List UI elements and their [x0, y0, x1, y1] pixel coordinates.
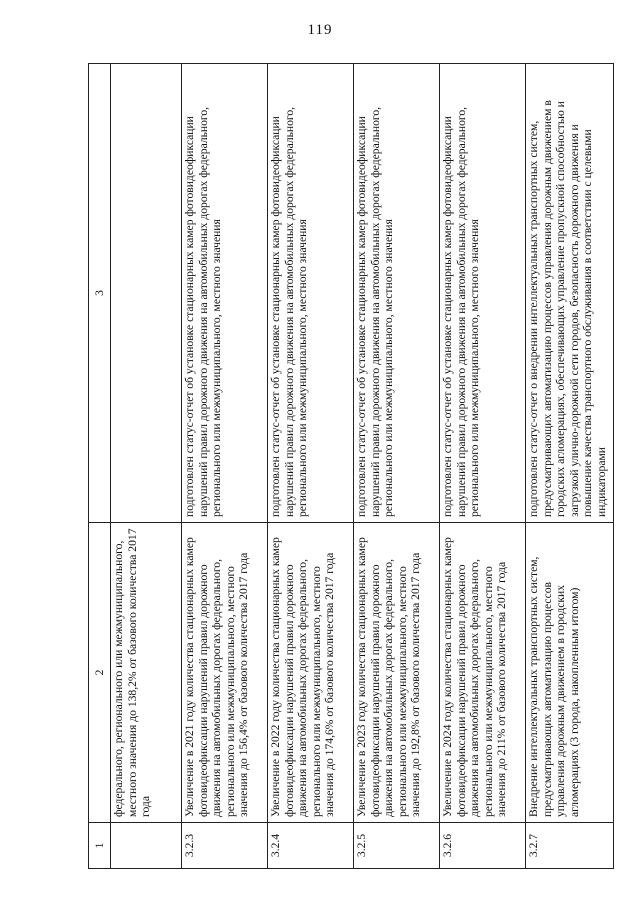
row-result: подготовлен статус-отчет об установке стационарных камер фотовидеофиксации нарушений правил дорожного движения на автомобильных дорогах федерального, регионального или межмуниципального, местного значения [182, 64, 268, 523]
table-row [182, 64, 268, 869]
table-header-row [89, 64, 111, 869]
rotated-table-container [88, 64, 614, 869]
row-result [111, 64, 182, 523]
row-number [111, 823, 182, 869]
row-number: 3.2.6 [440, 823, 526, 869]
row-number: 3.2.5 [354, 823, 440, 869]
row-number: 3.2.3 [182, 823, 268, 869]
row-result: подготовлен статус-отчет о внедрении интеллектуальных транспортных систем, предусматривающих автоматизацию процессов управления дорожным движением в городских агломерациях, обеспечивающих управление пропускной способностью и загрузкой улично-дорожной сети городов, безопасность дорожного движения и повышение качества транспортного обслуживания в соответствии с целевыми индикаторами [526, 64, 614, 523]
header-col-1: 1 [89, 823, 111, 869]
row-description: Увеличение в 2023 году количества стационарных камер фотовидеофиксации нарушений правил дорожного движения на автомобильных дорогах федерального, регионального или межмуниципального, местного значения до 192,8% от базового количества 2017 года [354, 523, 440, 823]
page-number: 119 [307, 22, 333, 38]
table-row [268, 64, 354, 869]
header-col-3: 3 [89, 64, 111, 523]
table-row [111, 64, 182, 869]
header-col-2: 2 [89, 523, 111, 823]
row-result: подготовлен статус-отчет об установке стационарных камер фотовидеофиксации нарушений правил дорожного движения на автомобильных дорогах федерального, регионального или межмуниципального, местного значения [440, 64, 526, 523]
row-description: Увеличение в 2022 году количества стационарных камер фотовидеофиксации нарушений правил дорожного движения на автомобильных дорогах федерального, регионального или межмуниципального, местного значения до 174,6% от базового количества 2017 года [268, 523, 354, 823]
table-row [354, 64, 440, 869]
row-result: подготовлен статус-отчет об установке стационарных камер фотовидеофиксации нарушений правил дорожного движения на автомобильных дорогах федерального, регионального или межмуниципального, местного значения [268, 64, 354, 523]
row-number: 3.2.7 [526, 823, 614, 869]
row-description: федерального, регионального или межмуниципального, местного значения до 138,2% от базового количества 2017 года [111, 523, 182, 823]
rotated-table-content [88, 64, 614, 869]
table-row [526, 64, 614, 869]
row-description: Внедрение интеллектуальных транспортных систем, предусматривающих автоматизацию процессов управления дорожным движением в городских агломерациях (3 города, накопленным итогом) [526, 523, 614, 823]
table-row [440, 64, 526, 869]
row-result: подготовлен статус-отчет об установке стационарных камер фотовидеофиксации нарушений правил дорожного движения на автомобильных дорогах федерального, регионального или межмуниципального, местного значения [354, 64, 440, 523]
activity-table [88, 63, 614, 869]
row-number: 3.2.4 [268, 823, 354, 869]
row-description: Увеличение в 2024 году количества стационарных камер фотовидеофиксации нарушений правил дорожного движения на автомобильных дорогах федерального, регионального или межмуниципального, местного значения до 211% от базового количества 2017 года [440, 523, 526, 823]
row-description: Увеличение в 2021 году количества стационарных камер фотовидеофиксации нарушений правил дорожного движения на автомобильных дорогах федерального, регионального или межмуниципального, местного значения до 156,4% от базового количества 2017 года [182, 523, 268, 823]
